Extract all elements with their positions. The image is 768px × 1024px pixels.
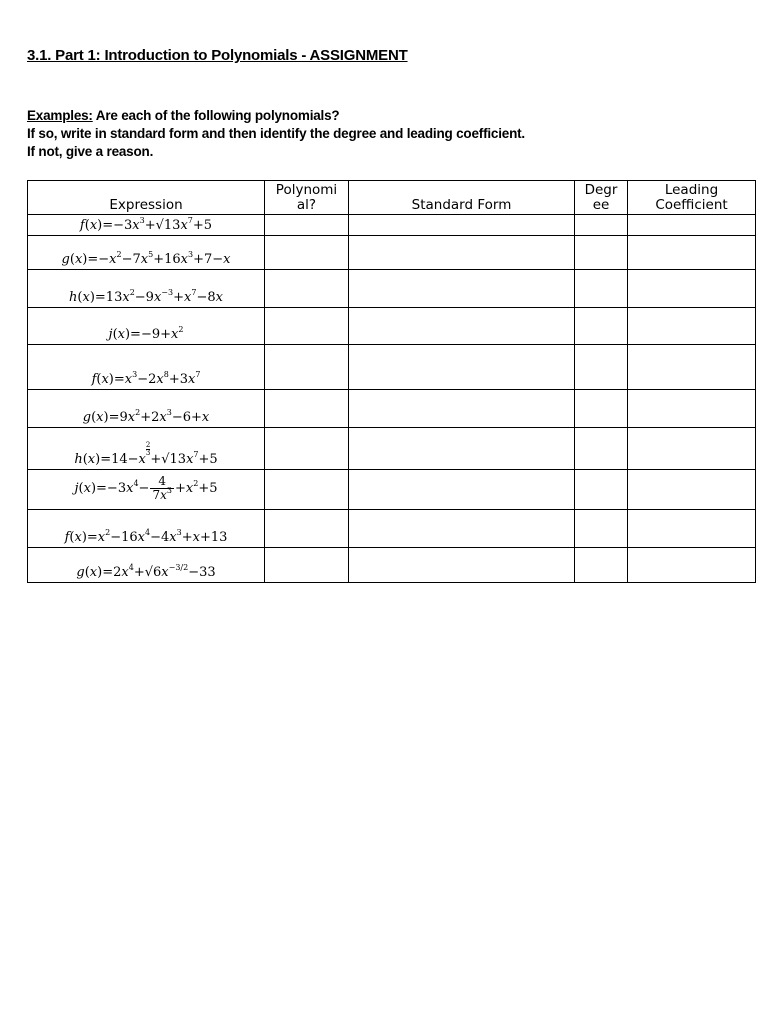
degree-answer-cell[interactable] (575, 428, 628, 470)
polynomial-answer-cell[interactable] (265, 510, 349, 548)
expression-cell (28, 308, 265, 345)
degree-answer-cell[interactable] (575, 548, 628, 583)
standard-form-answer-cell[interactable] (349, 215, 575, 236)
leading-coefficient-answer-cell[interactable] (628, 510, 756, 548)
expression-cell (28, 236, 265, 270)
expression-7: h(x)=14−x $\frac{2}{3}$ $+√13x^7+5$ (74, 441, 218, 467)
instruction-line-2: If so, write in standard form and then identify the degree and leading coefficient. (27, 126, 525, 141)
instruction-line-3: If not, give a reason. (27, 144, 154, 159)
table-row (28, 345, 756, 390)
leading-coefficient-answer-cell[interactable] (628, 548, 756, 583)
polynomial-answer-cell[interactable] (265, 548, 349, 583)
table-row (28, 428, 756, 470)
leading-coefficient-answer-cell[interactable] (628, 470, 756, 510)
table-row (28, 510, 756, 548)
standard-form-answer-cell[interactable] (349, 236, 575, 270)
degree-answer-cell[interactable] (575, 470, 628, 510)
degree-answer-cell[interactable] (575, 510, 628, 548)
degree-answer-cell[interactable] (575, 308, 628, 345)
examples-label: Examples: (27, 108, 93, 123)
header-polynomial: Polynomi al? (265, 181, 349, 215)
polynomial-answer-cell[interactable] (265, 345, 349, 390)
fraction: $\frac{4}{7x^3}$ (152, 474, 172, 502)
expression-cell (28, 510, 265, 548)
exponent-fraction: $\frac{2}{3}$ (145, 441, 151, 457)
table-row (28, 470, 756, 510)
standard-form-answer-cell[interactable] (349, 345, 575, 390)
expression-6: $g(x)=9x^2+2x^3-6+x$ (82, 408, 210, 425)
leading-coefficient-answer-cell[interactable] (628, 215, 756, 236)
instructions (27, 107, 525, 161)
table-row (28, 236, 756, 270)
expression-5: $f(x)=x^3-2x^8+3x^7$ (91, 370, 201, 387)
table-row (28, 390, 756, 428)
standard-form-answer-cell[interactable] (349, 470, 575, 510)
leading-coefficient-answer-cell[interactable] (628, 308, 756, 345)
polynomial-answer-cell[interactable] (265, 308, 349, 345)
table-row (28, 548, 756, 583)
header-expression: Expression (28, 181, 265, 215)
table-row (28, 215, 756, 236)
standard-form-answer-cell[interactable] (349, 270, 575, 308)
expression-9: $f(x)=x^2-16x^4-4x^3+x+13$ (64, 528, 228, 545)
degree-answer-cell[interactable] (575, 390, 628, 428)
degree-answer-cell[interactable] (575, 215, 628, 236)
instruction-line-1 (27, 107, 525, 125)
table-row (28, 270, 756, 308)
polynomial-table (27, 180, 756, 583)
expression-4: $j(x)=-9+x^2$ (108, 325, 184, 342)
standard-form-answer-cell[interactable] (349, 548, 575, 583)
expression-cell (28, 345, 265, 390)
polynomial-answer-cell[interactable] (265, 236, 349, 270)
expression-1: $f(x)=-3x^3+√13x^7+5$ (79, 216, 213, 233)
expression-cell (28, 428, 265, 470)
page-title: 3.1. Part 1: Introduction to Polynomials - ASSIGNMENT (27, 47, 408, 64)
header-standard-form: Standard Form (349, 181, 575, 215)
table-header-row (28, 181, 756, 215)
standard-form-answer-cell[interactable] (349, 428, 575, 470)
polynomial-answer-cell[interactable] (265, 470, 349, 510)
degree-answer-cell[interactable] (575, 345, 628, 390)
expression-3: $h(x)=13x^2-9x^{-3}+x^7-8x$ (69, 288, 223, 305)
expression-10: $g(x)=2x^4+√6x^{-3/2}-33$ (76, 563, 216, 580)
expression-cell (28, 390, 265, 428)
expression-2: $g(x)=-x^2-7x^5+16x^3+7-x$ (61, 250, 231, 267)
header-degree: Degr ee (575, 181, 628, 215)
expression-cell (28, 270, 265, 308)
standard-form-answer-cell[interactable] (349, 390, 575, 428)
instruction-question: Are each of the following polynomials? (92, 108, 340, 123)
expression-cell (28, 215, 265, 236)
expression-8: $j(x)=-3x^4-$ $\frac{4}{7x^3}$ $+x^2+5$ (74, 474, 218, 502)
polynomial-answer-cell[interactable] (265, 270, 349, 308)
table-row (28, 308, 756, 345)
expression-cell (28, 548, 265, 583)
polynomial-answer-cell[interactable] (265, 428, 349, 470)
leading-coefficient-answer-cell[interactable] (628, 345, 756, 390)
expression-cell (28, 470, 265, 510)
standard-form-answer-cell[interactable] (349, 308, 575, 345)
polynomial-answer-cell[interactable] (265, 215, 349, 236)
degree-answer-cell[interactable] (575, 236, 628, 270)
leading-coefficient-answer-cell[interactable] (628, 428, 756, 470)
degree-answer-cell[interactable] (575, 270, 628, 308)
leading-coefficient-answer-cell[interactable] (628, 390, 756, 428)
standard-form-answer-cell[interactable] (349, 510, 575, 548)
leading-coefficient-answer-cell[interactable] (628, 270, 756, 308)
header-leading-coefficient: Leading Coefficient (628, 181, 756, 215)
polynomial-answer-cell[interactable] (265, 390, 349, 428)
leading-coefficient-answer-cell[interactable] (628, 236, 756, 270)
